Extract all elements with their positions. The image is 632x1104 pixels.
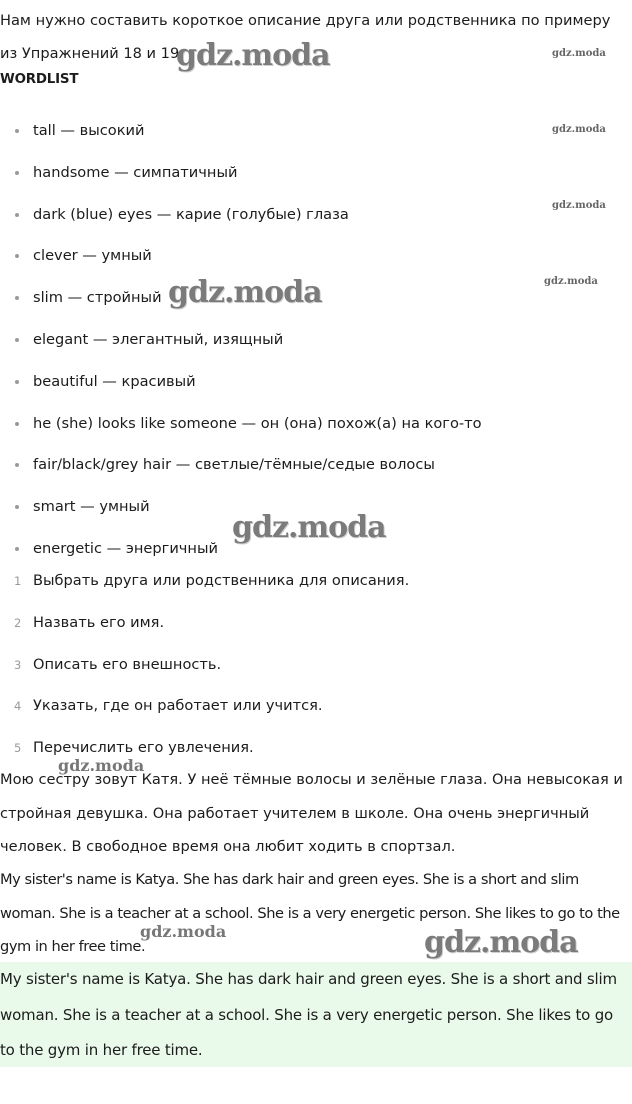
bullet-icon	[15, 463, 19, 467]
step-text: Выбрать друга или родственника для описания.	[33, 572, 410, 589]
watermark-logo: gdz.moda	[552, 200, 606, 211]
wordlist-entry: energetic — энергичный	[33, 539, 218, 557]
bullet-icon	[15, 213, 19, 217]
wordlist-entry: handsome — симпатичный	[33, 163, 238, 181]
paragraph-english: My sister's name is Katya. She has dark hair and green eyes. She is a short and slim woman. She is a teacher at a school. She is a very energetic person. She likes to go to the gym in her free time.	[0, 871, 620, 955]
step-item	[0, 560, 632, 602]
plan-steps	[0, 560, 632, 769]
bullet-icon	[15, 171, 19, 175]
list-item	[0, 361, 632, 403]
list-item	[0, 235, 632, 277]
list-item	[0, 444, 632, 486]
step-number: 3	[14, 657, 22, 672]
step-item	[0, 602, 632, 644]
bullet-icon	[15, 129, 19, 133]
watermark-logo: gdz.moda	[232, 510, 386, 545]
wordlist-heading: WORDLIST	[0, 72, 79, 87]
watermark-logo: gdz.moda	[424, 925, 578, 960]
step-number: 4	[14, 699, 22, 714]
watermark-logo: gdz.moda	[140, 922, 227, 941]
step-item	[0, 685, 632, 727]
bullet-icon	[15, 505, 19, 509]
watermark-logo: gdz.moda	[168, 275, 322, 310]
wordlist-entry: he (she) looks like someone — он (она) похож(а) на кого-то	[33, 414, 482, 432]
answer-box	[0, 962, 632, 1067]
watermark-logo: gdz.moda	[552, 48, 606, 59]
step-number: 2	[14, 615, 22, 630]
bullet-icon	[15, 422, 19, 426]
intro-text: Нам нужно составить короткое описание друга или родственника по примеру из Упражнений 18 и 19.	[0, 12, 611, 62]
list-item	[0, 319, 632, 361]
step-number: 5	[14, 741, 22, 756]
step-number: 1	[14, 574, 22, 588]
paragraph-russian: Мою сестру зовут Катя. У неё тёмные волосы и зелёные глаза. Она невысокая и стройная девушка. Она работает учителем в школе. Она очень энергичный человек. В свободное время она любит ходить в спортзал.	[0, 771, 623, 855]
step-text: Перечислить его увлечения.	[33, 739, 254, 757]
step-item	[0, 644, 632, 686]
wordlist-entry: smart — умный	[33, 498, 150, 516]
list-item	[0, 152, 632, 194]
wordlist-entry: slim — стройный	[33, 289, 162, 307]
watermark-logo: gdz.moda	[544, 276, 598, 287]
list-item	[0, 194, 632, 236]
wordlist-entry: beautiful — красивый	[33, 372, 196, 390]
wordlist-entry: dark (blue) eyes — карие (голубые) глаза	[33, 205, 349, 223]
step-text: Назвать его имя.	[33, 613, 165, 631]
wordlist-entry: elegant — элегантный, изящный	[33, 330, 284, 348]
wordlist	[0, 110, 632, 570]
watermark-logo: gdz.moda	[58, 756, 145, 775]
wordlist-entry: clever — умный	[33, 247, 152, 265]
wordlist-entry: tall — высокий	[33, 122, 145, 139]
watermark-logo: gdz.moda	[176, 38, 330, 73]
bullet-icon	[15, 380, 19, 384]
list-item	[0, 403, 632, 445]
bullet-icon	[15, 296, 19, 300]
wordlist-entry: fair/black/grey hair — светлые/тёмные/седые волосы	[33, 456, 435, 474]
bullet-icon	[15, 254, 19, 258]
watermark-logo: gdz.moda	[552, 124, 606, 135]
step-text: Указать, где он работает или учится.	[33, 697, 323, 715]
list-item	[0, 110, 632, 152]
bullet-icon	[15, 338, 19, 342]
answer-text: My sister's name is Katya. She has dark hair and green eyes. She is a short and slim woman. She is a teacher at a school. She is a very energetic person. She likes to go to the gym in her free time.	[0, 970, 617, 1059]
step-text: Описать его внешность.	[33, 655, 222, 673]
bullet-icon	[15, 547, 19, 551]
